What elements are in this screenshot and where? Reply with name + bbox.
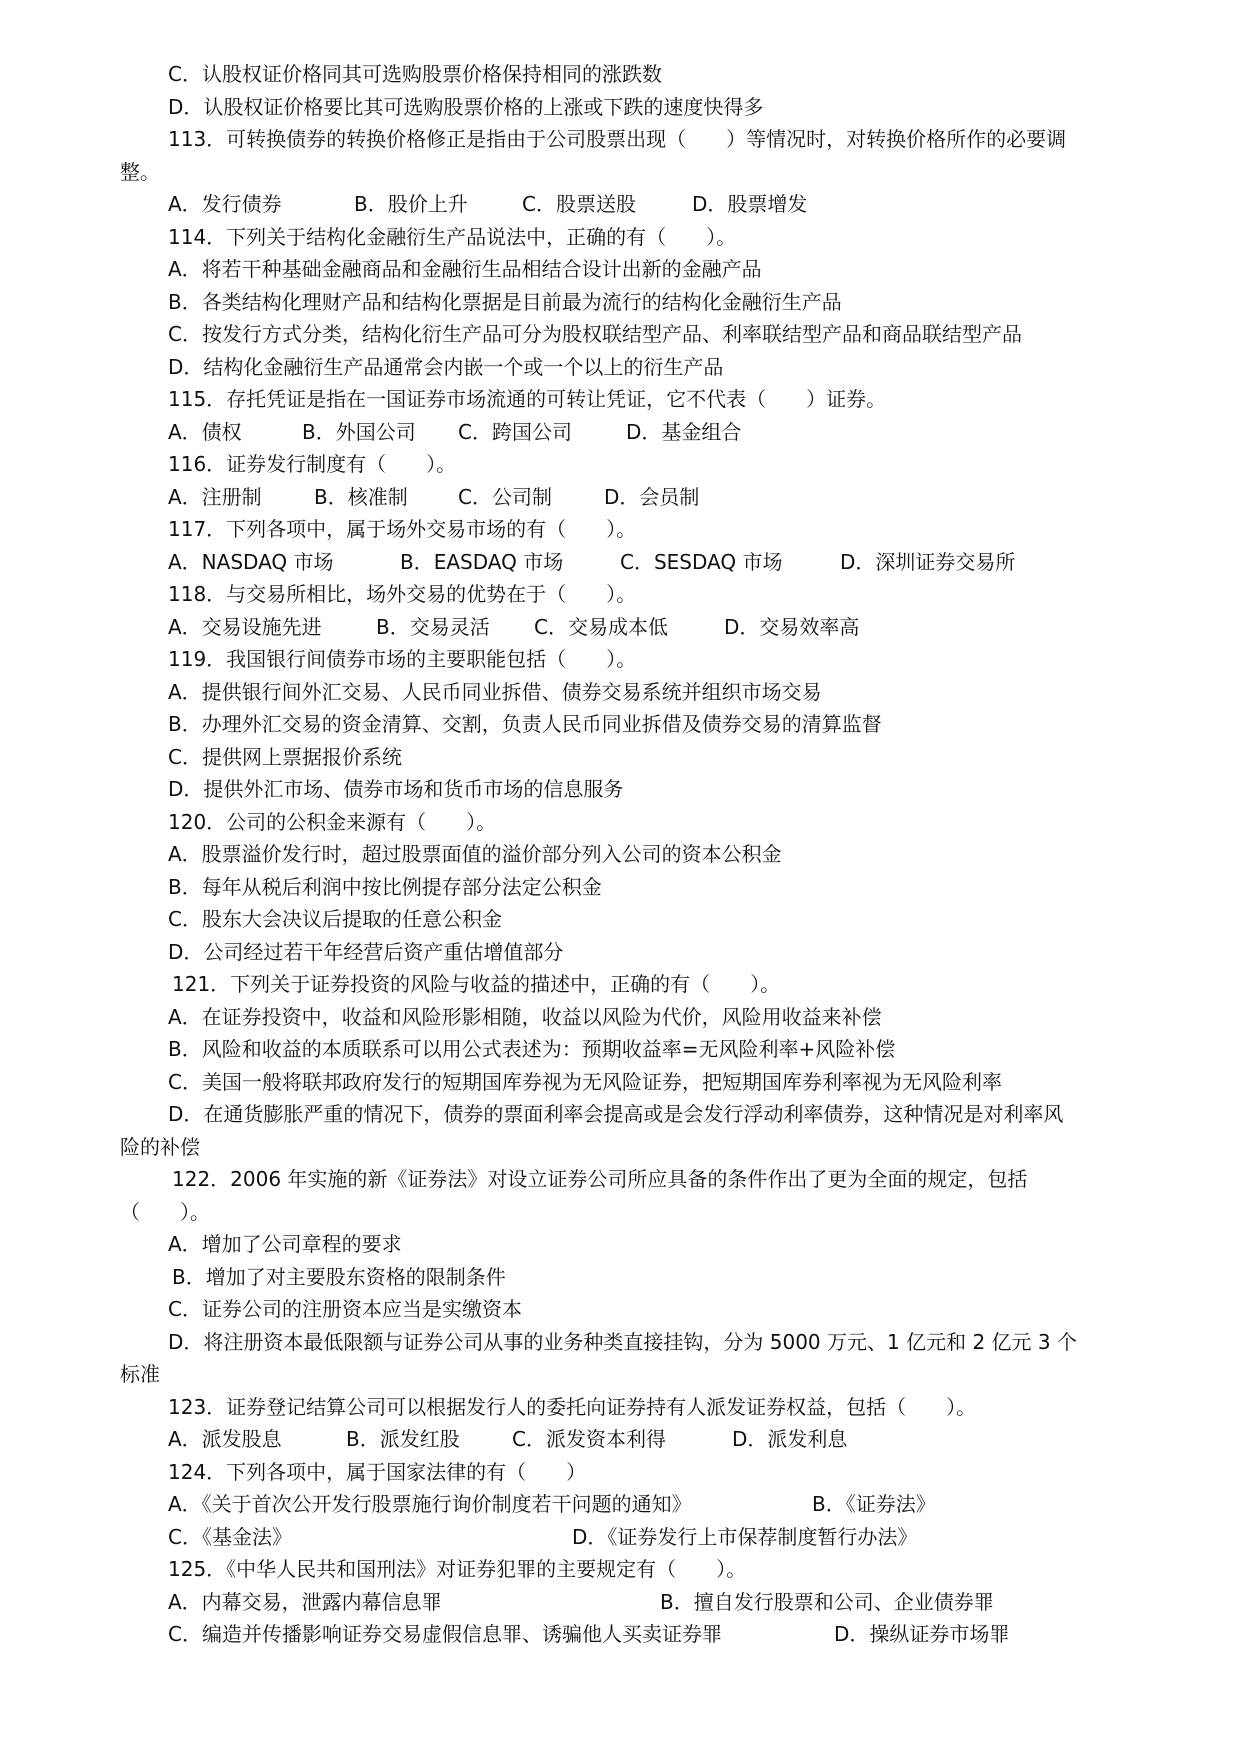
- option-line: A．在证券投资中，收益和风险形影相随，收益以风险为代价，风险用收益来补偿: [168, 1004, 882, 1029]
- options-row: [0, 546, 1241, 579]
- options-row: [0, 1423, 1241, 1456]
- option-b: B．《证券法》: [812, 1492, 936, 1516]
- option-line: B．增加了对主要股东资格的限制条件: [172, 1264, 506, 1289]
- question-line: 114．下列关于结构化金融衍生产品说法中，正确的有（ ）。: [168, 224, 737, 249]
- option-b: B．外国公司: [302, 419, 416, 444]
- option-b: B．派发红股: [346, 1427, 460, 1451]
- question-line: 121．下列关于证券投资的风险与收益的描述中，正确的有（ ）。: [172, 972, 781, 996]
- option-line: B．风险和收益的本质联系可以用公式表述为：预期收益率=无风险利率+风险补偿: [168, 1037, 896, 1061]
- options-row: [0, 1618, 1241, 1651]
- option-d: D．交易效率高: [724, 614, 860, 639]
- option-a: A．债权: [168, 419, 242, 444]
- continuation-line: （ ）。: [120, 1199, 210, 1224]
- option-a: A．《关于首次公开发行股票施行询价制度若干问题的通知》: [168, 1492, 692, 1516]
- options-row: [0, 611, 1241, 644]
- question-line: 119．我国银行间债券市场的主要职能包括（ ）。: [168, 647, 637, 671]
- option-a: A．发行债券: [168, 192, 282, 216]
- option-c: C．公司制: [458, 484, 552, 509]
- option-c: C．股票送股: [522, 192, 636, 216]
- option-c: C．《基金法》: [168, 1524, 292, 1549]
- option-c: C．交易成本低: [534, 614, 668, 639]
- option-c: C．SESDAQ 市场: [620, 549, 783, 574]
- continuation-line: 整。: [120, 159, 160, 184]
- question-line: 123．证券登记结算公司可以根据发行人的委托向证券持有人派发证券权益，包括（ ）。: [168, 1394, 977, 1419]
- option-d: D．基金组合: [626, 419, 742, 444]
- question-line: 120．公司的公积金来源有（ ）。: [168, 809, 497, 834]
- option-line: A．增加了公司章程的要求: [168, 1232, 402, 1256]
- option-b: B．核准制: [314, 484, 408, 509]
- option-b: B．股价上升: [354, 192, 468, 216]
- options-row: [0, 1488, 1241, 1521]
- option-line: D．结构化金融衍生产品通常会内嵌一个或一个以上的衍生产品: [168, 354, 724, 379]
- option-line: D．公司经过若干年经营后资产重估增值部分: [168, 939, 564, 964]
- option-d: D．派发利息: [732, 1427, 848, 1451]
- options-row: [0, 188, 1241, 221]
- continuation-line: 标准: [120, 1362, 160, 1386]
- option-line: C．认股权证价格同其可选购股票价格保持相同的涨跌数: [168, 62, 662, 86]
- option-a: A．交易设施先进: [168, 614, 322, 639]
- option-line: B．办理外汇交易的资金清算、交割，负责人民币同业拆借及债券交易的清算监督: [168, 712, 882, 736]
- option-b: B．擅自发行股票和公司、企业债券罪: [660, 1589, 994, 1614]
- option-line: D．在通货膨胀严重的情况下，债券的票面利率会提高或是会发行浮动利率债券，这种情况是对利率风: [168, 1102, 1064, 1126]
- option-a: A．派发股息: [168, 1427, 282, 1451]
- option-line: B．各类结构化理财产品和结构化票据是目前最为流行的结构化金融衍生产品: [168, 289, 842, 314]
- option-line: C．股东大会决议后提取的任意公积金: [168, 907, 502, 931]
- option-line: A．提供银行间外汇交易、人民币同业拆借、债券交易系统并组织市场交易: [168, 679, 822, 704]
- question-line: 122．2006 年实施的新《证券法》对设立证券公司所应具备的条件作出了更为全面的规定，包括: [172, 1167, 1028, 1191]
- option-c: C．派发资本利得: [512, 1427, 666, 1451]
- option-line: A．将若干种基础金融商品和金融衍生品相结合设计出新的金融产品: [168, 257, 762, 281]
- options-row: [0, 481, 1241, 514]
- options-row: [0, 1586, 1241, 1619]
- question-line: 116．证券发行制度有（ ）。: [168, 452, 457, 476]
- option-a: A．内幕交易，泄露内幕信息罪: [168, 1589, 442, 1614]
- continuation-line: 险的补偿: [120, 1134, 200, 1159]
- option-d: D．会员制: [604, 484, 700, 509]
- question-line: 118．与交易所相比，场外交易的优势在于（ ）。: [168, 582, 637, 606]
- option-line: A．股票溢价发行时，超过股票面值的溢价部分列入公司的资本公积金: [168, 842, 782, 866]
- option-b: B．EASDAQ 市场: [400, 549, 564, 574]
- option-a: A．注册制: [168, 484, 262, 509]
- question-line: 115．存托凭证是指在一国证券市场流通的可转让凭证，它不代表（ ）证券。: [168, 387, 887, 411]
- option-line: D．认股权证价格要比其可选购股票价格的上涨或下跌的速度快得多: [168, 94, 764, 119]
- document-page: [0, 58, 1241, 1651]
- option-a: A．NASDAQ 市场: [168, 549, 334, 574]
- option-line: D．将注册资本最低限额与证券公司从事的业务种类直接挂钩，分为 5000 万元、1 亿元和 2 亿元 3 个: [168, 1329, 1077, 1354]
- option-c: C．编造并传播影响证券交易虚假信息罪、诱骗他人买卖证券罪: [168, 1622, 722, 1646]
- option-b: B．交易灵活: [376, 614, 490, 639]
- question-line: 113．可转换债券的转换价格修正是指由于公司股票出现（ ）等情况时，对转换价格所作的必要调: [168, 127, 1067, 151]
- question-line: 117．下列各项中，属于场外交易市场的有（ ）。: [168, 517, 637, 541]
- option-line: D．提供外汇市场、债券市场和货币市场的信息服务: [168, 777, 624, 801]
- option-line: C．提供网上票据报价系统: [168, 744, 402, 769]
- option-d: D．《证券发行上市保荐制度暂行办法》: [572, 1524, 918, 1549]
- option-d: D．深圳证券交易所: [840, 549, 1016, 574]
- option-line: B．每年从税后利润中按比例提存部分法定公积金: [168, 874, 602, 899]
- option-line: C．美国一般将联邦政府发行的短期国库券视为无风险证券，把短期国库券利率视为无风险利率: [168, 1069, 1002, 1094]
- option-d: D．股票增发: [692, 192, 808, 216]
- option-line: C．证券公司的注册资本应当是实缴资本: [168, 1297, 522, 1321]
- question-line: 125．《中华人民共和国刑法》对证券犯罪的主要规定有（ ）。: [168, 1557, 747, 1581]
- option-c: C．跨国公司: [458, 419, 572, 444]
- option-line: C．按发行方式分类，结构化衍生产品可分为股权联结型产品、利率联结型产品和商品联结型产品: [168, 322, 1022, 346]
- option-d: D．操纵证券市场罪: [834, 1622, 1010, 1646]
- question-line: 124．下列各项中，属于国家法律的有（ ）: [168, 1459, 587, 1484]
- options-row: [0, 416, 1241, 449]
- options-row: [0, 1521, 1241, 1554]
